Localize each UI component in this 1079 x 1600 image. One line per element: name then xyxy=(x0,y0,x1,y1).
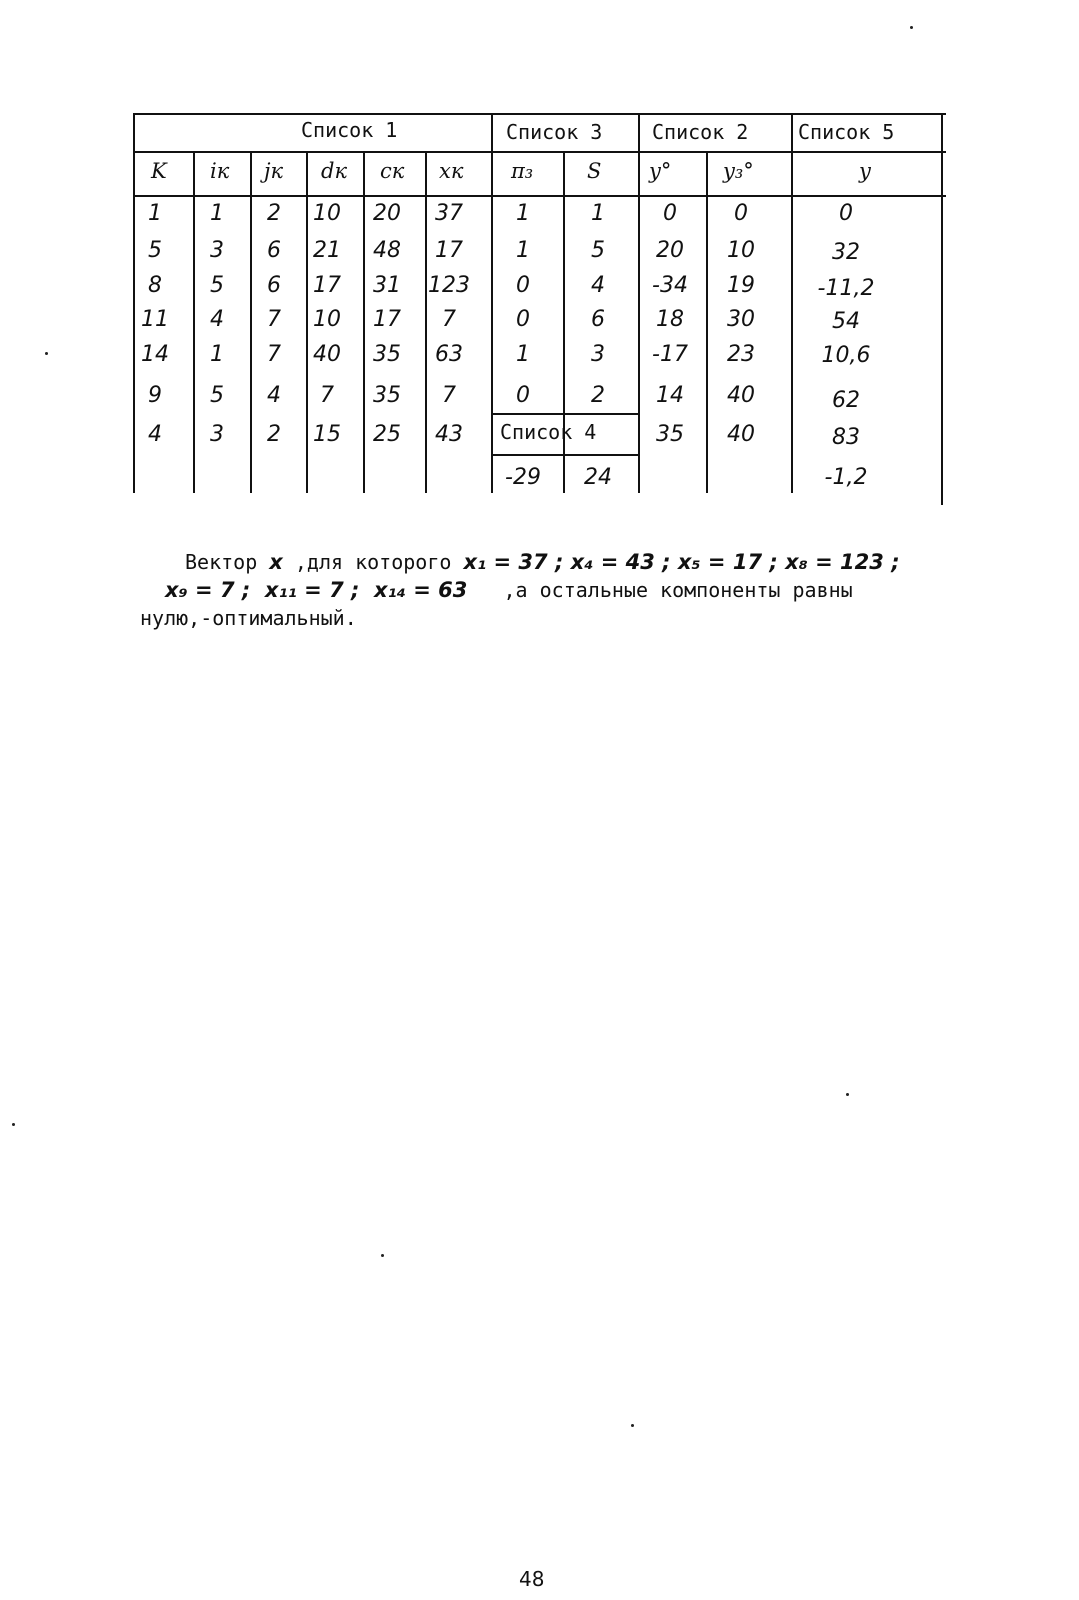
list1-cell: 5 xyxy=(210,383,224,408)
list5-cell: 32 xyxy=(832,240,860,265)
column-header-dk: dк xyxy=(321,159,347,183)
list1-cell: 7 xyxy=(442,307,456,332)
list1-cell: 4 xyxy=(210,307,224,332)
list3-cell: 1 xyxy=(516,201,530,226)
list1-cell: 5 xyxy=(148,238,162,263)
list1-cell: 43 xyxy=(435,422,463,447)
list3-cell: 0 xyxy=(516,273,530,298)
list2-cell: 18 xyxy=(656,307,684,332)
list5-cell: 62 xyxy=(832,388,860,413)
scan-speck xyxy=(910,26,913,29)
header-list1: Список 1 xyxy=(301,118,398,142)
list1-cell: 14 xyxy=(141,342,169,367)
text-line-3 xyxy=(140,604,1040,632)
list1-cell: 17 xyxy=(313,273,341,298)
list1-cell: 35 xyxy=(373,342,401,367)
list2-cell: 14 xyxy=(656,383,684,408)
vline-8 xyxy=(638,113,640,493)
list2-cell: 10 xyxy=(727,238,755,263)
text-line-2 xyxy=(140,576,1040,604)
list3-cell: 0 xyxy=(516,383,530,408)
list1-cell: 40 xyxy=(313,342,341,367)
list1-cell: 2 xyxy=(267,201,281,226)
list1-cell: 21 xyxy=(313,238,341,263)
list3-cell: 1 xyxy=(516,342,530,367)
list2-cell: 0 xyxy=(734,201,748,226)
list5-cell: 10,6 xyxy=(821,343,871,368)
list3-cell: 4 xyxy=(591,273,605,298)
list5-cell: 0 xyxy=(839,201,853,226)
list5-cell: 83 xyxy=(832,425,860,450)
page-number: 48 xyxy=(519,1567,545,1591)
list1-cell: 3 xyxy=(210,238,224,263)
header-list3: Список 3 xyxy=(506,120,603,144)
vline-6 xyxy=(491,113,493,493)
table-top-border xyxy=(133,113,946,115)
column-header-y3: y₃° xyxy=(723,159,754,183)
equation-part-1: x₁ = 37 ; x₄ = 43 ; x₅ = 17 ; x₈ = 123 ; xyxy=(463,550,900,574)
text-optimal: нулю,-оптимальный. xyxy=(140,606,357,630)
list1-cell: 25 xyxy=(373,422,401,447)
list1-cell: 2 xyxy=(267,422,281,447)
list1-cell: 15 xyxy=(313,422,341,447)
body-text xyxy=(140,548,1040,632)
column-header-pi: π₃ xyxy=(511,159,534,183)
list2-cell: 40 xyxy=(727,422,755,447)
column-header-ck: cк xyxy=(380,159,405,183)
list1-cell: 9 xyxy=(148,383,162,408)
list1-cell: 123 xyxy=(428,273,470,298)
list4-cell: 24 xyxy=(584,465,612,490)
list2-cell: 19 xyxy=(727,273,755,298)
text-line-1 xyxy=(140,548,1040,576)
vline-10 xyxy=(791,113,793,493)
list3-cell: 2 xyxy=(591,383,605,408)
list1-cell: 35 xyxy=(373,383,401,408)
column-header-xk: xк xyxy=(439,159,464,183)
column-header-y: y xyxy=(859,159,871,183)
list1-cell: 8 xyxy=(148,273,162,298)
list3-cell: 0 xyxy=(516,307,530,332)
vline-0 xyxy=(133,113,135,493)
list1-cell: 37 xyxy=(435,201,463,226)
scan-speck xyxy=(45,352,48,355)
text-rest-components: ,а остальные компоненты равны xyxy=(467,578,853,602)
vline-1 xyxy=(193,151,195,493)
list1-cell: 31 xyxy=(373,273,401,298)
vline-2 xyxy=(250,151,252,493)
list2-cell: 40 xyxy=(727,383,755,408)
list2-cell: 23 xyxy=(727,342,755,367)
vline-4 xyxy=(363,151,365,493)
vline-3 xyxy=(306,151,308,493)
list1-cell: 1 xyxy=(210,342,224,367)
list1-cell: 10 xyxy=(313,307,341,332)
list1-cell: 7 xyxy=(442,383,456,408)
list2-cell: 0 xyxy=(663,201,677,226)
list3-cell: 3 xyxy=(591,342,605,367)
column-header-ik: iк xyxy=(210,159,230,183)
list1-cell: 7 xyxy=(320,383,334,408)
list1-cell: 6 xyxy=(267,238,281,263)
list1-cell: 3 xyxy=(210,422,224,447)
scan-speck xyxy=(631,1424,634,1427)
list1-cell: 7 xyxy=(267,307,281,332)
list1-cell: 11 xyxy=(141,307,169,332)
list1-cell: 1 xyxy=(210,201,224,226)
list3-cell: 1 xyxy=(516,238,530,263)
list1-cell: 1 xyxy=(148,201,162,226)
list2-cell: 35 xyxy=(656,422,684,447)
list1-cell: 20 xyxy=(373,201,401,226)
columns-divider xyxy=(133,195,946,197)
header-list2: Список 2 xyxy=(652,120,749,144)
list3-cell: 1 xyxy=(591,201,605,226)
column-header-k: K xyxy=(151,159,167,183)
results-table xyxy=(133,113,946,506)
list1-cell: 5 xyxy=(210,273,224,298)
vline-11 xyxy=(941,113,943,505)
list2-cell: -17 xyxy=(652,342,688,367)
list3-cell: 6 xyxy=(591,307,605,332)
list3-cell: 5 xyxy=(591,238,605,263)
list1-cell: 17 xyxy=(435,238,463,263)
list1-cell: 4 xyxy=(267,383,281,408)
header-list4: Список 4 xyxy=(500,420,597,444)
text-vector-word: Вектор xyxy=(185,550,270,574)
equation-part-2: x₉ = 7 ; x₁₁ = 7 ; x₁₄ = 63 xyxy=(165,578,468,602)
column-header-y0: y° xyxy=(649,159,672,183)
list1-cell: 7 xyxy=(267,342,281,367)
list1-cell: 6 xyxy=(267,273,281,298)
list1-cell: 17 xyxy=(373,307,401,332)
list2-cell: 30 xyxy=(727,307,755,332)
scan-speck xyxy=(12,1123,15,1126)
vline-9 xyxy=(706,151,708,493)
list5-cell: 54 xyxy=(832,309,860,334)
text-for-which: ,для которого xyxy=(282,550,464,574)
list1-cell: 10 xyxy=(313,201,341,226)
scan-speck xyxy=(381,1254,384,1257)
list1-cell: 63 xyxy=(435,342,463,367)
scan-speck xyxy=(846,1093,849,1096)
list4-cell: -29 xyxy=(505,465,541,490)
list5-cell: -11,2 xyxy=(817,276,875,301)
column-header-jk: jк xyxy=(264,159,284,183)
list1-cell: 4 xyxy=(148,422,162,447)
vline-5 xyxy=(425,151,427,493)
header-divider xyxy=(133,151,946,153)
list1-cell: 48 xyxy=(373,238,401,263)
list5-cell: -1,2 xyxy=(824,465,868,490)
list2-cell: 20 xyxy=(656,238,684,263)
column-header-s: S xyxy=(587,159,602,183)
header-list5: Список 5 xyxy=(798,120,895,144)
vector-symbol: x xyxy=(269,550,283,574)
list2-cell: -34 xyxy=(652,273,688,298)
